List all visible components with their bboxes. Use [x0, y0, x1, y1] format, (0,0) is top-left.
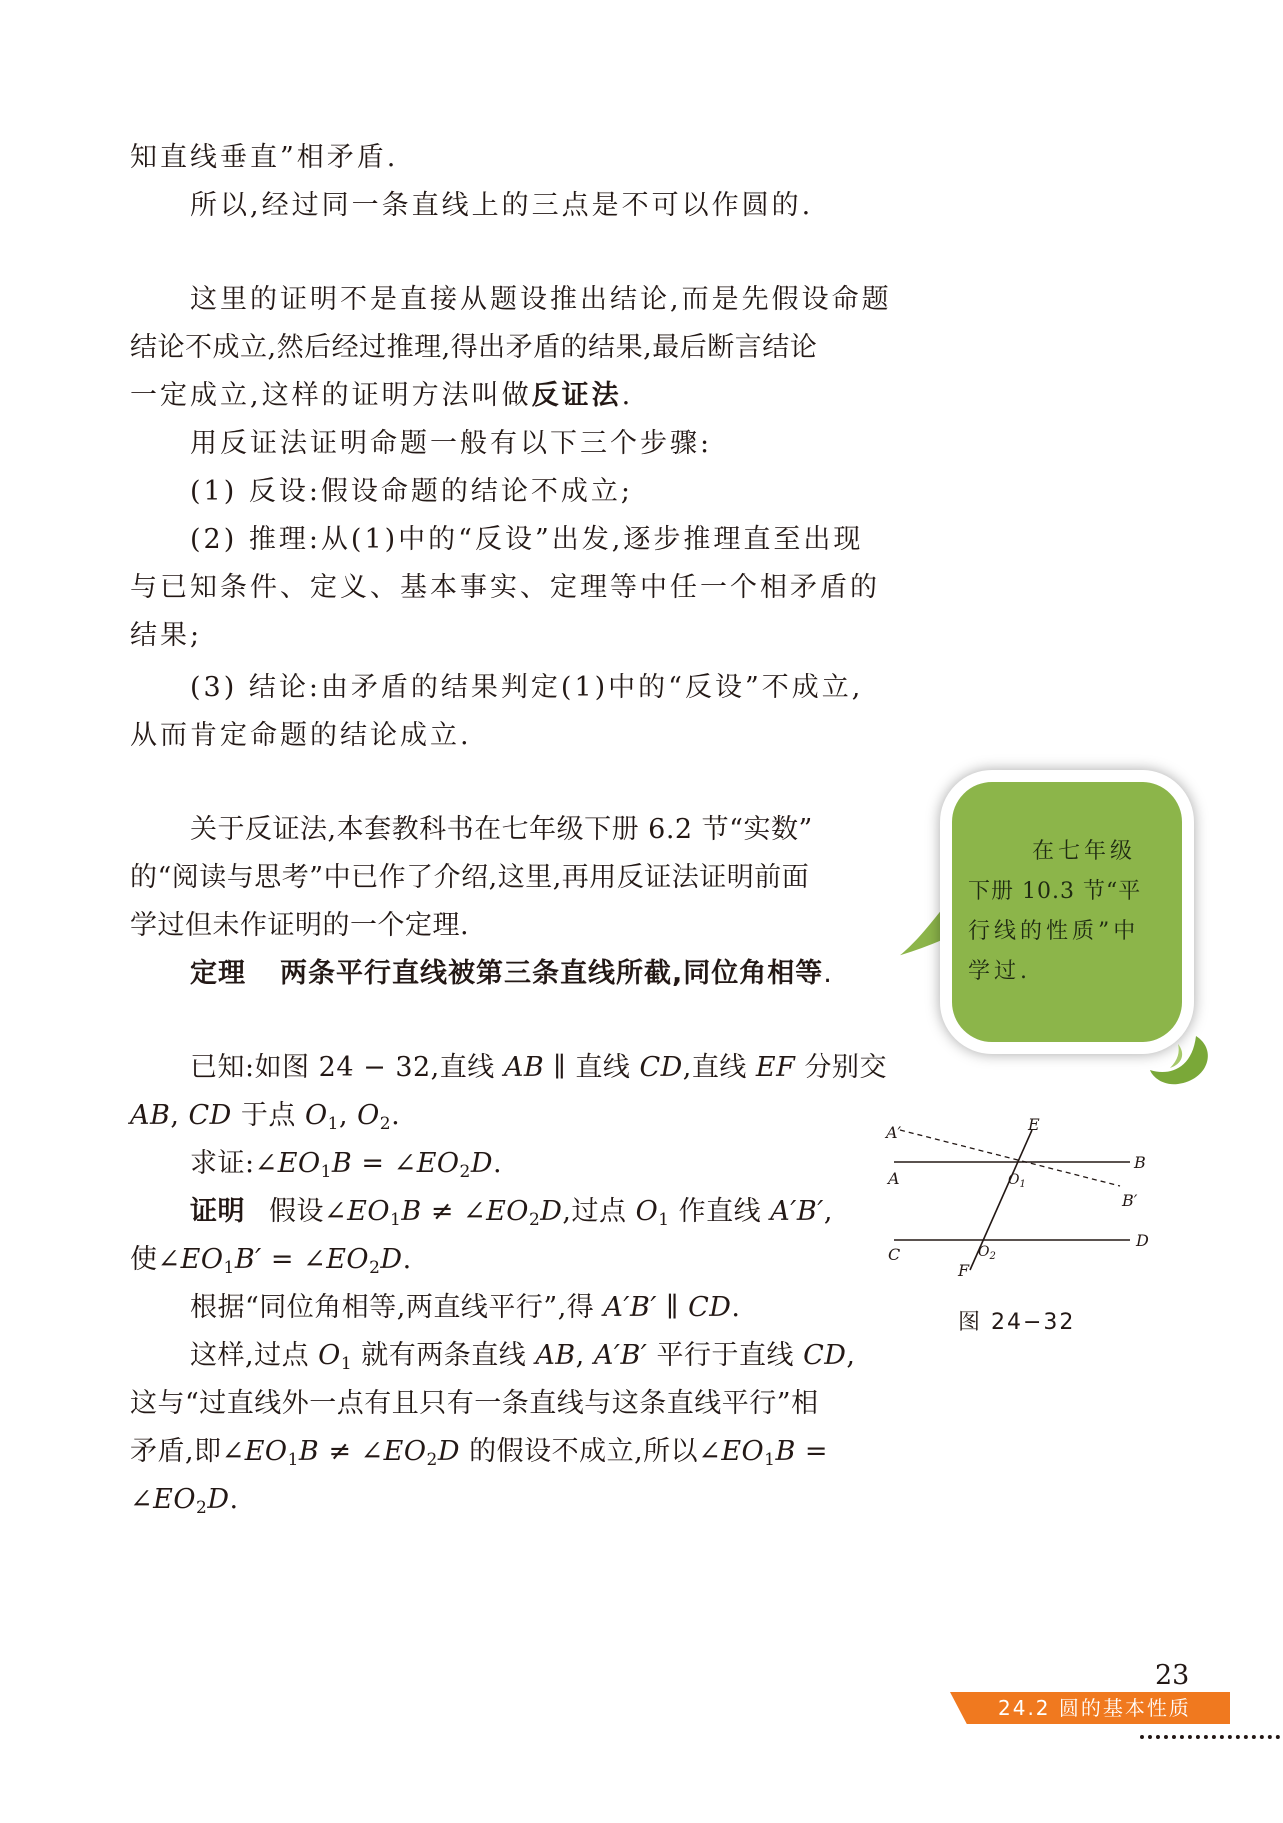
parallel-lines-figure — [880, 1110, 1160, 1290]
given-line: AB, CD 于点 $O_1$, $O_2$. — [130, 1100, 401, 1134]
text-line: 所以,经过同一条直线上的三点是不可以作圆的. — [190, 190, 814, 221]
label-o1: $O_1$ — [1008, 1172, 1026, 1190]
text-span: . — [621, 380, 634, 411]
proof-line: 证明 假设$\angle EO_1B$ ≠ $\angle EO_2D$,过点 $O_1$ 作直线 A′B′, — [190, 1196, 833, 1230]
text-line: 用反证法证明命题一般有以下三个步骤: — [190, 428, 713, 459]
text-span: 一定成立,这样的证明方法叫做 — [130, 380, 532, 411]
theorem-label: 定理 — [190, 958, 246, 989]
text-line: 学过但未作证明的一个定理. — [130, 910, 470, 941]
proof-label: 证明 — [190, 1196, 245, 1227]
label-f: F — [958, 1261, 970, 1280]
text-line: (2) 推理:从(1)中的“反设”出发,逐步推理直至出现 — [190, 524, 864, 555]
label-a-prime: A′ — [886, 1123, 902, 1142]
text-line: 知直线垂直”相矛盾. — [130, 142, 399, 173]
text-line: 的“阅读与思考”中已作了介绍,这里,再用反证法证明前面 — [130, 862, 810, 893]
label-e: E — [1028, 1115, 1040, 1134]
label-b: B — [1134, 1153, 1146, 1172]
proof-line: 根据“同位角相等,两直线平行”,得 A′B′ ∥ CD. — [190, 1292, 741, 1323]
text-line: (1) 反设:假设命题的结论不成立; — [190, 476, 634, 507]
label-b-prime: B′ — [1122, 1191, 1138, 1210]
label-o2: $O_2$ — [978, 1244, 996, 1262]
proof-line: 使$\angle EO_1B'$ = $\angle EO_2D$. — [130, 1244, 412, 1278]
label-c: C — [888, 1245, 901, 1264]
dotted-rule — [1140, 1735, 1280, 1743]
term-fanzhengfa: 反证法 — [531, 380, 622, 411]
text-line: 结论不成立,然后经过推理,得出矛盾的结果,最后断言结论 — [130, 332, 818, 363]
section-label: 24.2 圆的基本性质 — [998, 1696, 1191, 1720]
text-line: 这里的证明不是直接从题设推出结论,而是先假设命题 — [190, 284, 892, 315]
text-line: (3) 结论:由矛盾的结果判定(1)中的“反设”不成立, — [190, 672, 864, 703]
proof-line: 矛盾,即$\angle EO_1B$ ≠ $\angle EO_2D$ 的假设不成立,所以$\angle EO_1B$ = — [130, 1436, 829, 1470]
text-line — [130, 378, 633, 414]
theorem-line: 定理 两条平行直线被第三条直线所截,同位角相等. — [190, 958, 833, 989]
text-line: 与已知条件、定义、基本事实、定理等中任一个相矛盾的 — [130, 572, 880, 603]
proof-line: 这样,过点 $O_1$ 就有两条直线 AB, A′B′ 平行于直线 CD, — [190, 1340, 856, 1374]
text-line: 从而肯定命题的结论成立. — [130, 720, 472, 751]
page-number: 23 — [1155, 1660, 1190, 1691]
label-a: A — [888, 1169, 900, 1188]
label-d: D — [1136, 1231, 1149, 1250]
side-note-text: 在七年级 下册 10.3 节“平 行线的性质”中 学过. — [968, 839, 1142, 984]
text-line: 关于反证法,本套教科书在七年级下册 6.2 节“实数” — [190, 814, 813, 845]
prove-line: 求证$:\angle EO_1B$ = $\angle EO_2D$. — [190, 1148, 503, 1182]
theorem-text: 两条平行直线被第三条直线所截,同位角相等 — [280, 958, 824, 989]
proof-line: 这与“过直线外一点有且只有一条直线与这条直线平行”相 — [130, 1388, 819, 1419]
leaf-icon — [1148, 1030, 1218, 1090]
given-line: 已知:如图 24 − 32,直线 AB ∥ 直线 CD,直线 EF 分别交 — [190, 1052, 887, 1083]
text-line: 结果; — [130, 620, 203, 651]
figure-caption: 图 24−32 — [958, 1310, 1076, 1335]
proof-line: $\angle EO_2D$. — [130, 1484, 239, 1518]
